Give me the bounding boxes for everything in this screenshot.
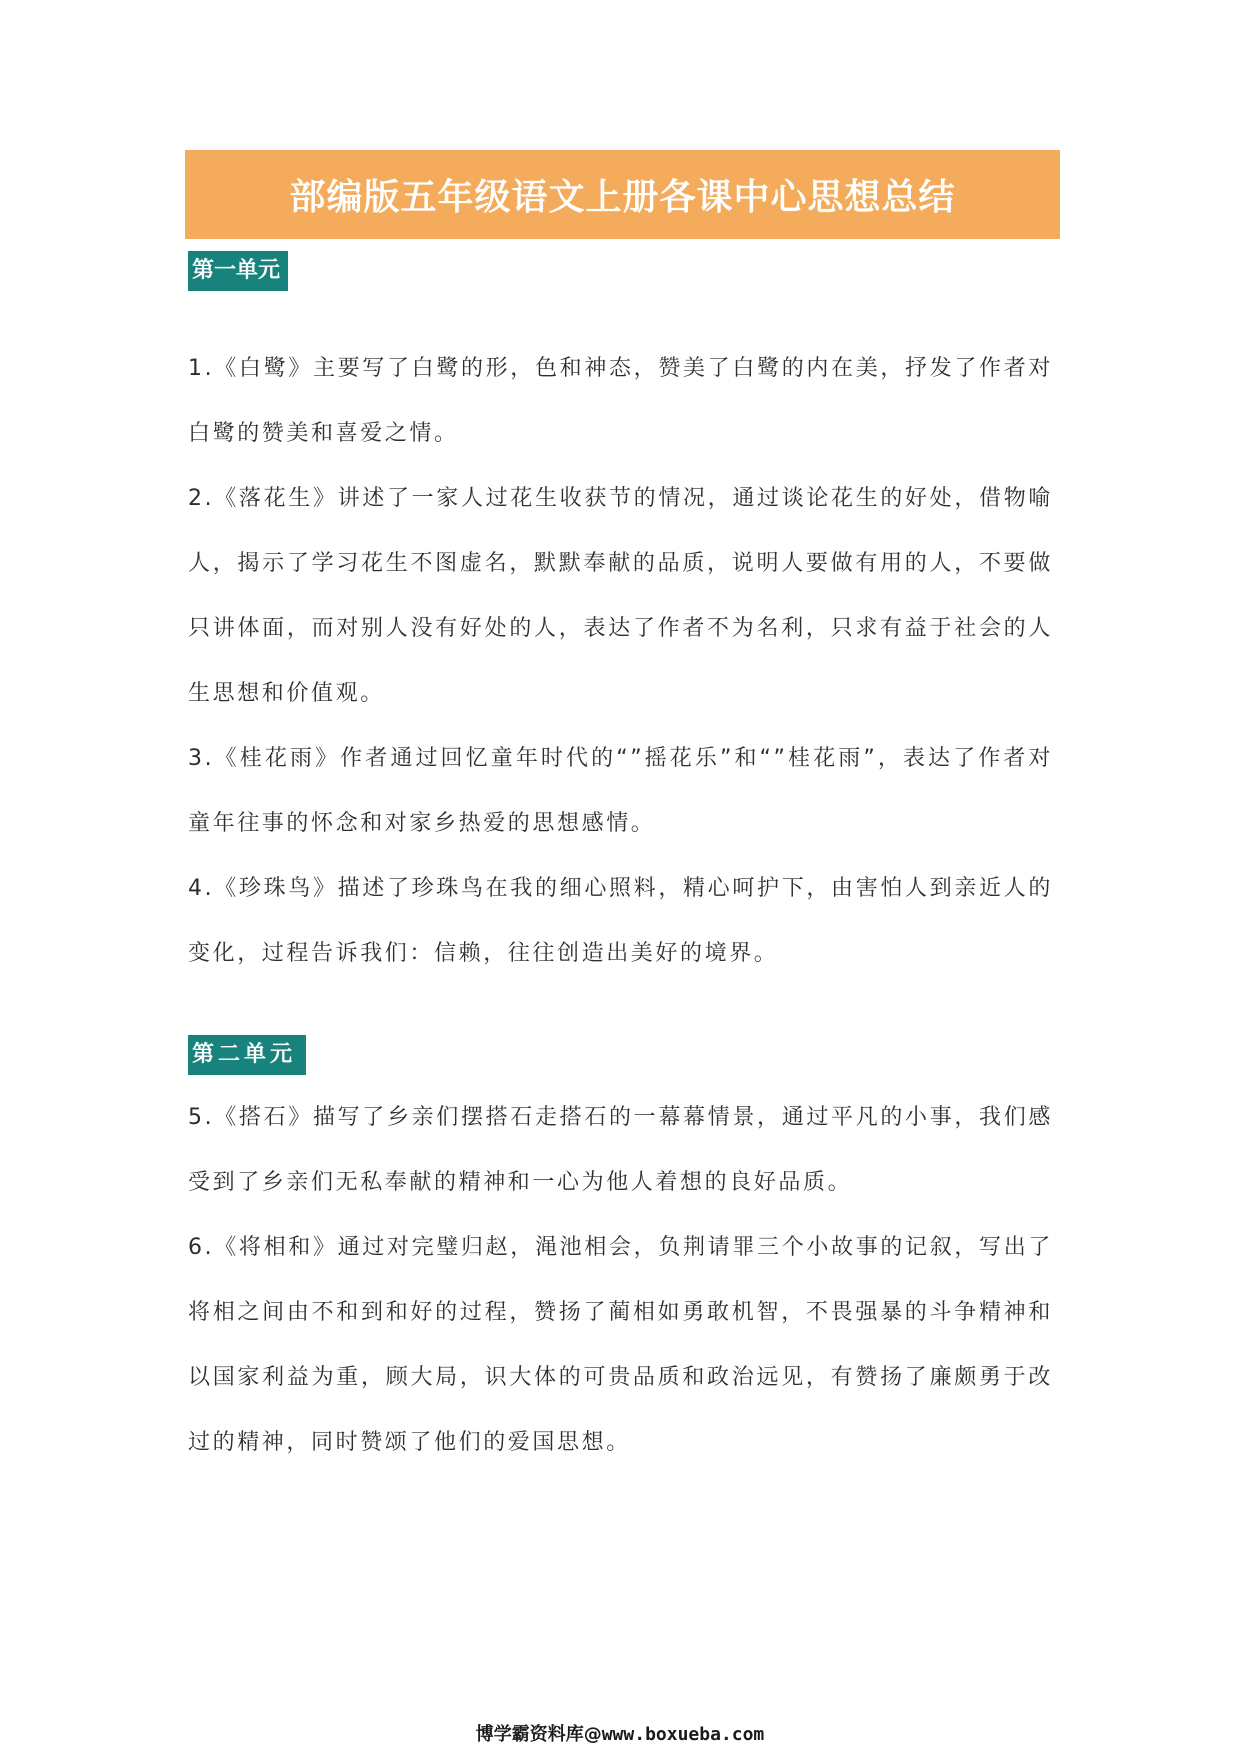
- lesson-summary-3: 3.《桂花雨》作者通过回忆童年时代的“”摇花乐”和“”桂花雨”，表达了作者对童年往事的怀念和对家乡热爱的思想感情。: [188, 746, 1053, 836]
- footer-watermark: [0, 1720, 1240, 1746]
- footer-url[interactable]: www.boxueba.com: [601, 1724, 765, 1745]
- unit-2-label: 第二单元: [188, 1035, 306, 1075]
- page-title: 部编版五年级语文上册各课中心思想总结: [289, 177, 956, 218]
- lesson-summary-5: 5.《搭石》描写了乡亲们摆搭石走搭石的一幕幕情景，通过平凡的小事，我们感受到了乡亲们无私奉献的精神和一心为他人着想的良好品质。: [188, 1105, 1053, 1195]
- lesson-summary-4: 4.《珍珠鸟》描述了珍珠鸟在我的细心照料，精心呵护下，由害怕人到亲近人的变化，过程告诉我们：信赖，往往创造出美好的境界。: [188, 876, 1053, 966]
- footer-site-name: 博学霸资料库@: [475, 1724, 602, 1745]
- lesson-summary-6: 6.《将相和》通过对完璧归赵，渑池相会，负荆请罪三个小故事的记叙，写出了将相之间由不和到和好的过程，赞扬了蔺相如勇敢机智，不畏强暴的斗争精神和以国家利益为重，顾大局，识大体的可贵品质和政治远见，有赞扬了廉颇勇于改过的精神，同时赞颂了他们的爱国思想。: [188, 1235, 1053, 1455]
- lesson-summary-2: 2.《落花生》讲述了一家人过花生收获节的情况，通过谈论花生的好处，借物喻人，揭示了学习花生不图虚名，默默奉献的品质，说明人要做有用的人，不要做只讲体面，而对别人没有好处的人，表达了作者不为名利，只求有益于社会的人生思想和价值观。: [188, 486, 1053, 706]
- lesson-summary-1: 1.《白鹭》主要写了白鹭的形，色和神态，赞美了白鹭的内在美，抒发了作者对白鹭的赞美和喜爱之情。: [188, 356, 1053, 446]
- unit-1-label: 第一单元: [188, 251, 288, 291]
- title-banner: [185, 150, 1060, 239]
